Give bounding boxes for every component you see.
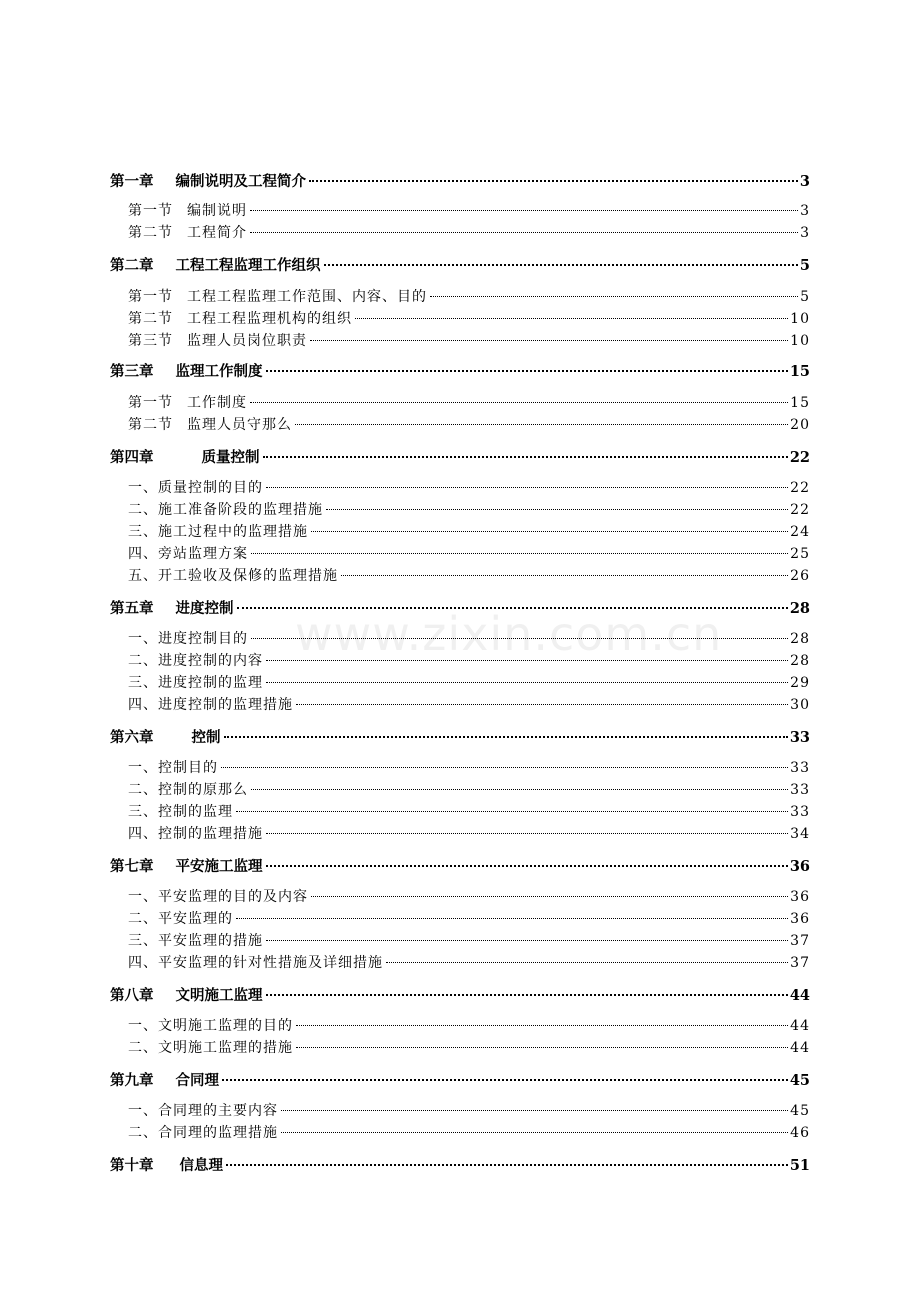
toc-entry-title: 质量控制的目的 bbox=[158, 480, 263, 496]
toc-page-number: 20 bbox=[790, 417, 810, 433]
toc-entry-title: 开工验收及保修的监理措施 bbox=[158, 568, 338, 584]
toc-entry-label bbox=[128, 823, 263, 843]
toc-chapter-entry[interactable] bbox=[110, 170, 810, 191]
dot-leader bbox=[311, 531, 788, 532]
toc-entry-number: 三、 bbox=[128, 933, 158, 949]
toc-page-number: 22 bbox=[790, 480, 810, 496]
toc-section-entry[interactable] bbox=[128, 499, 810, 519]
toc-section-entry[interactable] bbox=[128, 930, 810, 950]
toc-entry-number: 第一节 bbox=[128, 289, 173, 305]
toc-entry-label bbox=[128, 392, 247, 412]
toc-entry-title: 进度控制的监理 bbox=[158, 675, 263, 691]
dot-leader bbox=[296, 1047, 788, 1048]
toc-page-number: 44 bbox=[790, 1018, 810, 1034]
toc-page-number: 10 bbox=[790, 333, 810, 349]
toc-entry-number: 第三章 bbox=[110, 363, 154, 380]
toc-chapter-entry[interactable] bbox=[110, 984, 810, 1005]
toc-entry-label bbox=[128, 908, 233, 928]
toc-entry-label bbox=[128, 499, 323, 519]
toc-entry-number: 四、 bbox=[128, 546, 158, 562]
toc-chapter-entry[interactable] bbox=[110, 446, 810, 467]
toc-page-number: 45 bbox=[790, 1103, 810, 1119]
dot-leader bbox=[221, 767, 788, 768]
toc-page-number: 44 bbox=[790, 1040, 810, 1056]
toc-page-number: 45 bbox=[789, 1072, 810, 1089]
toc-entry-label bbox=[110, 254, 321, 275]
toc-entry-label bbox=[128, 628, 248, 648]
toc-entry-number: 第七章 bbox=[110, 858, 154, 875]
dot-leader bbox=[266, 865, 788, 867]
dot-leader bbox=[251, 638, 788, 639]
toc-page-number: 3 bbox=[800, 203, 810, 219]
dot-leader bbox=[430, 296, 798, 297]
toc-entry-title: 合同理的监理措施 bbox=[158, 1125, 278, 1141]
toc-entry-number: 第九章 bbox=[110, 1072, 154, 1089]
toc-entry-label bbox=[128, 1100, 278, 1120]
toc-entry-number: 一、 bbox=[128, 1103, 158, 1119]
toc-entry-number: 第一节 bbox=[128, 395, 173, 411]
toc-entry-title: 施工过程中的监理措施 bbox=[158, 524, 308, 540]
toc-entry-title: 控制目的 bbox=[158, 760, 218, 776]
dot-leader bbox=[266, 370, 788, 372]
toc-entry-label bbox=[128, 222, 247, 242]
dot-leader bbox=[222, 1079, 788, 1081]
toc-page-number: 37 bbox=[790, 955, 810, 971]
toc-entry-number: 一、 bbox=[128, 480, 158, 496]
dot-leader bbox=[251, 553, 788, 554]
toc-entry-number: 四、 bbox=[128, 955, 158, 971]
toc-page-number: 36 bbox=[790, 889, 810, 905]
toc-page-number: 29 bbox=[790, 675, 810, 691]
toc-entry-label bbox=[110, 597, 234, 618]
toc-entry-label bbox=[110, 360, 263, 381]
toc-entry-title: 控制的原那么 bbox=[158, 782, 248, 798]
toc-page-number: 46 bbox=[790, 1125, 810, 1141]
toc-entry-label bbox=[128, 286, 427, 306]
toc-entry-label bbox=[128, 801, 233, 821]
dot-leader bbox=[309, 180, 798, 182]
toc-entry-label bbox=[128, 694, 293, 714]
toc-entry-title: 进度控制 bbox=[175, 600, 234, 617]
toc-entry-label bbox=[128, 1015, 293, 1035]
toc-entry-number: 一、 bbox=[128, 1018, 158, 1034]
toc-section-entry[interactable] bbox=[128, 330, 810, 350]
toc-section-entry[interactable] bbox=[128, 286, 810, 306]
toc-section-entry[interactable] bbox=[128, 565, 810, 585]
toc-page-number: 37 bbox=[790, 933, 810, 949]
toc-entry-title: 平安监理的针对性措施及详细措施 bbox=[158, 955, 383, 971]
toc-entry-title: 合同理的主要内容 bbox=[158, 1103, 278, 1119]
toc-entry-number: 一、 bbox=[128, 760, 158, 776]
toc-entry-label bbox=[110, 170, 306, 191]
toc-page-number: 33 bbox=[790, 782, 810, 798]
toc-entry-title: 监理工作制度 bbox=[175, 363, 263, 380]
toc-entry-number: 第一节 bbox=[128, 203, 173, 219]
toc-page-number: 28 bbox=[790, 631, 810, 647]
toc-entry-number: 二、 bbox=[128, 502, 158, 518]
toc-entry-number: 四、 bbox=[128, 697, 158, 713]
toc-section-entry[interactable] bbox=[128, 757, 810, 777]
dot-leader bbox=[251, 789, 788, 790]
toc-section-entry[interactable] bbox=[128, 886, 810, 906]
toc-page-number: 22 bbox=[790, 502, 810, 518]
dot-leader bbox=[386, 962, 788, 963]
dot-leader bbox=[311, 896, 788, 897]
toc-entry-title: 平安监理的措施 bbox=[158, 933, 263, 949]
toc-entry-title: 工程工程监理工作组织 bbox=[175, 257, 321, 274]
toc-entry-label bbox=[128, 1122, 278, 1142]
toc-entry-title: 编制说明及工程简介 bbox=[175, 173, 306, 190]
toc-entry-number: 第四章 bbox=[110, 449, 154, 466]
toc-entry-label bbox=[128, 477, 263, 497]
toc-entry-label bbox=[128, 543, 248, 563]
dot-leader bbox=[236, 918, 788, 919]
toc-section-entry[interactable] bbox=[128, 521, 810, 541]
toc-page-number: 5 bbox=[799, 257, 810, 274]
toc-entry-number: 二、 bbox=[128, 911, 158, 927]
toc-chapter-entry[interactable] bbox=[110, 254, 810, 275]
toc-entry-label bbox=[128, 1037, 293, 1057]
toc-entry-label bbox=[128, 200, 247, 220]
toc-section-entry[interactable] bbox=[128, 1037, 810, 1057]
toc-entry-title: 工程简介 bbox=[187, 225, 247, 241]
toc-section-entry[interactable] bbox=[128, 823, 810, 843]
toc-entry-number: 第二节 bbox=[128, 225, 173, 241]
dot-leader bbox=[237, 607, 788, 609]
toc-section-entry[interactable] bbox=[128, 222, 810, 242]
toc-section-entry[interactable] bbox=[128, 200, 810, 220]
dot-leader bbox=[236, 811, 788, 812]
toc-entry-label bbox=[110, 1069, 219, 1090]
toc-section-entry[interactable] bbox=[128, 672, 810, 692]
toc-entry-label bbox=[110, 446, 260, 467]
dot-leader bbox=[250, 402, 788, 403]
dot-leader bbox=[295, 424, 788, 425]
toc-section-entry[interactable] bbox=[128, 952, 810, 972]
toc-entry-title: 编制说明 bbox=[187, 203, 247, 219]
toc-entry-number: 五、 bbox=[128, 568, 158, 584]
toc-page-number: 3 bbox=[800, 225, 810, 241]
toc-entry-title: 进度控制的内容 bbox=[158, 653, 263, 669]
dot-leader bbox=[266, 660, 788, 661]
toc-page-number: 36 bbox=[789, 858, 810, 875]
toc-page-number: 33 bbox=[790, 760, 810, 776]
toc-section-entry[interactable] bbox=[128, 1015, 810, 1035]
toc-page-number: 26 bbox=[790, 568, 810, 584]
toc-page-number: 15 bbox=[790, 395, 810, 411]
dot-leader bbox=[266, 487, 788, 488]
toc-entry-title: 监理人员守那么 bbox=[187, 417, 292, 433]
toc-chapter-entry[interactable] bbox=[110, 1154, 810, 1175]
dot-leader bbox=[281, 1132, 788, 1133]
toc-entry-number: 第五章 bbox=[110, 600, 154, 617]
toc-entry-label bbox=[128, 414, 292, 434]
toc-entry-title: 质量控制 bbox=[201, 449, 260, 466]
toc-chapter-entry[interactable] bbox=[110, 726, 810, 747]
toc-page-number: 51 bbox=[789, 1157, 810, 1174]
toc-entry-title: 平安监理的目的及内容 bbox=[158, 889, 308, 905]
toc-entry-number: 二、 bbox=[128, 782, 158, 798]
toc-entry-title: 平安监理的 bbox=[158, 911, 233, 927]
toc-entry-number: 第二节 bbox=[128, 417, 173, 433]
toc-section-entry[interactable] bbox=[128, 694, 810, 714]
toc-entry-title: 控制 bbox=[191, 729, 221, 746]
toc-entry-label bbox=[128, 565, 338, 585]
toc-page-number: 5 bbox=[800, 289, 810, 305]
dot-leader bbox=[296, 704, 788, 705]
dot-leader bbox=[266, 833, 788, 834]
toc-page-number: 28 bbox=[790, 653, 810, 669]
toc-section-entry[interactable] bbox=[128, 779, 810, 799]
toc-chapter-entry[interactable] bbox=[110, 855, 810, 876]
toc-section-entry[interactable] bbox=[128, 392, 810, 412]
toc-entry-number: 三、 bbox=[128, 524, 158, 540]
dot-leader bbox=[355, 318, 788, 319]
toc-entry-number: 四、 bbox=[128, 826, 158, 842]
toc-entry-number: 二、 bbox=[128, 1125, 158, 1141]
toc-page-number: 44 bbox=[789, 987, 810, 1004]
toc-section-entry[interactable] bbox=[128, 908, 810, 928]
toc-entry-number: 一、 bbox=[128, 889, 158, 905]
toc-entry-title: 控制的监理 bbox=[158, 804, 233, 820]
toc-entry-number: 一、 bbox=[128, 631, 158, 647]
toc-entry-label bbox=[128, 952, 383, 972]
toc-entry-number: 二、 bbox=[128, 1040, 158, 1056]
toc-entry-label bbox=[110, 984, 263, 1005]
toc-section-entry[interactable] bbox=[128, 1100, 810, 1120]
toc-entry-label bbox=[128, 672, 263, 692]
toc-entry-number: 第二章 bbox=[110, 257, 154, 274]
toc-entry-label bbox=[128, 650, 263, 670]
toc-page-number: 3 bbox=[799, 173, 810, 190]
toc-entry-title: 工程工程监理工作范围、内容、目的 bbox=[187, 289, 427, 305]
toc-entry-title: 文明施工监理的目的 bbox=[158, 1018, 293, 1034]
toc-entry-label bbox=[128, 886, 308, 906]
toc-page-number: 10 bbox=[790, 311, 810, 327]
toc-entry-number: 第二节 bbox=[128, 311, 173, 327]
dot-leader bbox=[266, 994, 788, 996]
dot-leader bbox=[326, 509, 788, 510]
dot-leader bbox=[341, 575, 788, 576]
dot-leader bbox=[296, 1025, 788, 1026]
toc-page-number: 28 bbox=[789, 600, 810, 617]
toc-chapter-entry[interactable] bbox=[110, 1069, 810, 1090]
toc-entry-title: 旁站监理方案 bbox=[158, 546, 248, 562]
toc-entry-title: 工程工程监理机构的组织 bbox=[187, 311, 352, 327]
toc-section-entry[interactable] bbox=[128, 477, 810, 497]
toc-entry-label bbox=[110, 726, 221, 747]
toc-entry-number: 第一章 bbox=[110, 173, 154, 190]
dot-leader bbox=[226, 1164, 788, 1166]
toc-entry-number: 二、 bbox=[128, 653, 158, 669]
toc-page-number: 30 bbox=[790, 697, 810, 713]
toc-entry-title: 文明施工监理 bbox=[175, 987, 263, 1004]
toc-entry-label bbox=[128, 779, 248, 799]
toc-page-number: 22 bbox=[789, 449, 810, 466]
toc-entry-title: 施工准备阶段的监理措施 bbox=[158, 502, 323, 518]
toc-entry-title: 进度控制的监理措施 bbox=[158, 697, 293, 713]
dot-leader bbox=[224, 736, 788, 738]
dot-leader bbox=[250, 232, 798, 233]
toc-page-number: 36 bbox=[790, 911, 810, 927]
toc-entry-title: 平安施工监理 bbox=[175, 858, 263, 875]
toc-page-number: 34 bbox=[790, 826, 810, 842]
toc-entry-label bbox=[128, 308, 352, 328]
toc-page-number: 33 bbox=[789, 729, 810, 746]
dot-leader bbox=[263, 456, 788, 458]
toc-chapter-entry[interactable] bbox=[110, 360, 810, 381]
toc-entry-title: 文明施工监理的措施 bbox=[158, 1040, 293, 1056]
toc-page-number: 25 bbox=[790, 546, 810, 562]
toc-chapter-entry[interactable] bbox=[110, 597, 810, 618]
dot-leader bbox=[250, 210, 798, 211]
toc-entry-label bbox=[110, 855, 263, 876]
toc-entry-number: 三、 bbox=[128, 675, 158, 691]
dot-leader bbox=[310, 340, 788, 341]
toc-page-number: 24 bbox=[790, 524, 810, 540]
toc-section-entry[interactable] bbox=[128, 650, 810, 670]
toc-entry-title: 工作制度 bbox=[187, 395, 247, 411]
toc-section-entry[interactable] bbox=[128, 414, 810, 434]
toc-entry-title: 合同理 bbox=[175, 1072, 219, 1089]
toc-page-number: 33 bbox=[790, 804, 810, 820]
toc-entry-title: 控制的监理措施 bbox=[158, 826, 263, 842]
toc-entry-number: 第三节 bbox=[128, 333, 173, 349]
toc-entry-title: 进度控制目的 bbox=[158, 631, 248, 647]
toc-section-entry[interactable] bbox=[128, 1122, 810, 1142]
toc-entry-number: 第八章 bbox=[110, 987, 154, 1004]
toc-entry-number: 第六章 bbox=[110, 729, 154, 746]
toc-entry-label bbox=[128, 330, 307, 350]
dot-leader bbox=[266, 682, 788, 683]
toc-entry-number: 三、 bbox=[128, 804, 158, 820]
toc-entry-title: 信息理 bbox=[179, 1157, 223, 1174]
dot-leader bbox=[324, 264, 798, 266]
toc-entry-number: 第十章 bbox=[110, 1157, 154, 1174]
toc-section-entry[interactable] bbox=[128, 628, 810, 648]
toc-section-entry[interactable] bbox=[128, 801, 810, 821]
dot-leader bbox=[281, 1110, 788, 1111]
toc-entry-label bbox=[110, 1154, 223, 1175]
toc-entry-title: 监理人员岗位职责 bbox=[187, 333, 307, 349]
dot-leader bbox=[266, 940, 788, 941]
watermark: www.zixin.com.cn bbox=[295, 607, 723, 661]
toc-entry-label bbox=[128, 521, 308, 541]
toc-section-entry[interactable] bbox=[128, 308, 810, 328]
toc-section-entry[interactable] bbox=[128, 543, 810, 563]
toc-entry-label bbox=[128, 930, 263, 950]
toc-entry-label bbox=[128, 757, 218, 777]
toc-page-number: 15 bbox=[789, 363, 810, 380]
